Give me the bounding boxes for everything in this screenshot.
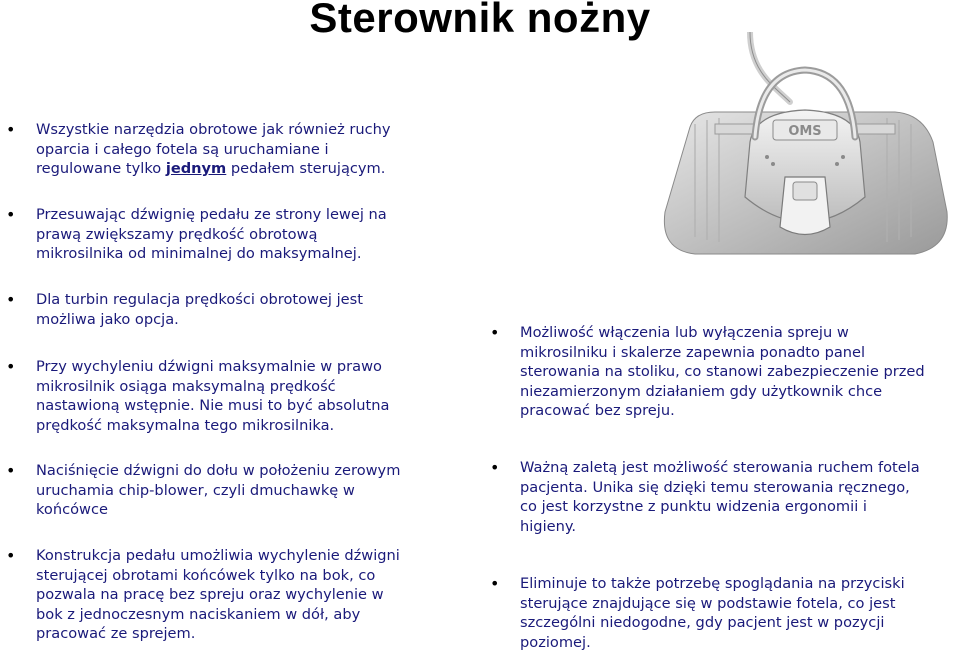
bullet-item: [6, 120, 391, 179]
bullet-text: Ważną zaletą jest możliwość sterowania ruchem fotela pacjenta. Unika się dzięki temu sterowania ręcznego, co jest korzystne z punktu widzenia ergonomii i higieny.: [520, 459, 920, 535]
bullet-item: [490, 574, 905, 652]
foot-pedal-photo: [655, 32, 955, 262]
bullet-text: Możliwość włączenia lub wyłączenia spreju w mikrosilniku i skalerze zapewnia ponadto panel sterowania na stoliku, co stanowi zabezpieczenie przed niezamierzonym działaniem gdy użytkownik chce pracować bez spreju.: [520, 324, 925, 419]
bullet-item: [6, 461, 411, 520]
bullet-item: [6, 357, 391, 435]
bullet-item: [490, 323, 925, 421]
bullet-dot-icon: •: [6, 546, 16, 565]
bullet-text: Dla turbin regulacja prędkości obrotowej jest możliwa jako opcja.: [36, 291, 363, 328]
bullet-text: Wszystkie narzędzia obrotowe jak również ruchy oparcia i całego fotela są uruchamiane i regulowane tylko jednym pedałem sterującym.: [36, 121, 391, 177]
bullet-dot-icon: •: [6, 205, 16, 224]
brand-logo: OMS: [788, 124, 822, 139]
page-title: Sterownik nożny: [309, 0, 651, 41]
emphasis-text: jednym: [165, 160, 227, 177]
bullet-text: Eliminuje to także potrzebę spoglądania na przyciski sterujące znajdujące się w podstawie fotela, co jest szczególni niedogodne, gdy pacjent jest w pozycji poziomej.: [520, 575, 905, 651]
bullet-item: [6, 546, 401, 644]
bullet-text: Naciśnięcie dźwigni do dołu w położeniu zerowym uruchamia chip-blower, czyli dmuchawkę w końcówce: [36, 462, 401, 518]
bullet-dot-icon: •: [6, 461, 16, 480]
bullet-dot-icon: •: [490, 458, 500, 477]
bullet-text: Przesuwając dźwignię pedału ze strony lewej na prawą zwiększamy prędkość obrotową mikrosilnika od minimalnej do maksymalnej.: [36, 206, 387, 262]
bullet-text: Przy wychyleniu dźwigni maksymalnie w prawo mikrosilnik osiąga maksymalną prędkość nastawioną wstępnie. Nie musi to być absolutna prędkość maksymalna tego mikrosilnika.: [36, 358, 390, 434]
bullet-dot-icon: •: [490, 323, 500, 342]
bullet-dot-icon: •: [6, 290, 16, 309]
foot-pedal-icon: [655, 32, 955, 262]
bullet-dot-icon: •: [6, 357, 16, 376]
bullet-item: [6, 290, 381, 329]
bullet-item: [6, 205, 406, 264]
bullet-dot-icon: •: [490, 574, 500, 593]
bullet-item: [490, 458, 920, 536]
bullet-text: Konstrukcja pedału umożliwia wychylenie dźwigni sterującej obrotami końcówek tylko na bok, co pozwala na pracę bez spreju oraz wychylenie w bok z jednoczesnym naciskaniem w dół, aby pracować ze sprejem.: [36, 547, 400, 642]
bullet-dot-icon: •: [6, 120, 16, 139]
